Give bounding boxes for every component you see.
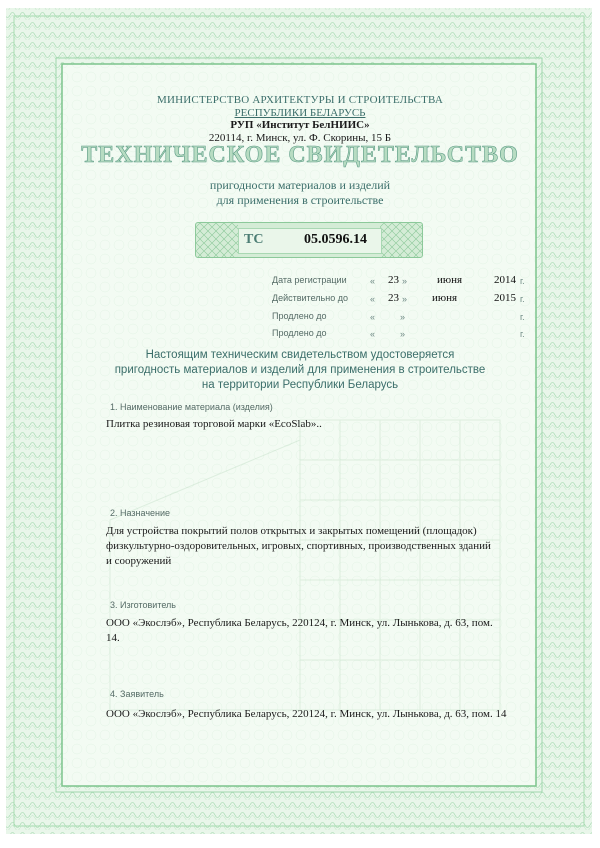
purpose-line-2: физкультурно-оздоровительных, игровых, спортивных, производственных зданий (106, 540, 491, 552)
registration-day: 23 (388, 274, 399, 286)
year-suffix: г. (520, 276, 525, 286)
section-label-purpose: 2. Назначение (110, 508, 171, 518)
document-title: ТЕХНИЧЕСКОЕ СВИДЕТЕЛЬСТВО (81, 142, 519, 168)
registration-day: 23 (388, 292, 399, 304)
number-prefix: ТС (244, 232, 264, 247)
certificate-number-plate (195, 222, 423, 258)
registration-label: Продлено до (272, 311, 327, 321)
registration-year: 2014 (494, 274, 516, 286)
registration-month: июня (432, 292, 458, 304)
applicant-value: ООО «Экослэб», Республика Беларусь, 220124, г. Минск, ул. Лынькова, д. 63, пом. 14 (106, 708, 507, 720)
year-suffix: г. (520, 312, 525, 322)
subtitle-line-2: для применения в строительстве (216, 193, 384, 207)
year-suffix: г. (520, 329, 525, 339)
open-quote: « (370, 329, 376, 339)
close-quote: » (400, 312, 406, 322)
ministry-line-1: МИНИСТЕРСТВО АРХИТЕКТУРЫ И СТРОИТЕЛЬСТВА (157, 94, 443, 106)
purpose-line-1: Для устройства покрытий полов открытых и закрытых помещений (площадок) (106, 525, 477, 537)
manufacturer-line-1: ООО «Экослэб», Республика Беларусь, 220124, г. Минск, ул. Лынькова, д. 63, пом. (106, 617, 493, 629)
statement-line-2: пригодность материалов и изделий для применения в строительстве (114, 364, 486, 376)
close-quote: » (402, 276, 408, 286)
ministry-line-2: РЕСПУБЛИКИ БЕЛАРУСЬ (234, 107, 366, 119)
year-suffix: г. (520, 294, 525, 304)
close-quote: » (400, 329, 406, 339)
purpose-line-3: и сооружений (106, 555, 172, 567)
open-quote: « (370, 276, 376, 286)
certificate-number: 05.0596.14 (304, 232, 367, 247)
section-label-manufacturer: 3. Изготовитель (110, 600, 176, 610)
statement-line-3: на территории Республики Беларусь (201, 379, 399, 391)
institute-name: РУП «Институт БелНИИС» (230, 119, 370, 131)
registration-year: 2015 (494, 292, 516, 304)
section-label-applicant: 4. Заявитель (110, 689, 164, 699)
close-quote: » (402, 294, 408, 304)
open-quote: « (370, 312, 376, 322)
registration-label: Продлено до (272, 328, 327, 338)
registration-label: Действительно до (272, 293, 348, 303)
material-value: Плитка резиновая торговой марки «EcoSlab».. (106, 418, 322, 430)
open-quote: « (370, 294, 376, 304)
institute-address: 220114, г. Минск, ул. Ф. Скорины, 15 Б (208, 132, 392, 144)
registration-label: Дата регистрации (272, 275, 347, 285)
registration-month: июня (437, 274, 463, 286)
statement-line-1: Настоящим техническим свидетельством удостоверяется (145, 349, 455, 361)
subtitle-line-1: пригодности материалов и изделий (209, 178, 391, 192)
manufacturer-line-2: 14. (106, 632, 120, 644)
section-label-material: 1. Наименование материала (изделия) (110, 402, 273, 412)
